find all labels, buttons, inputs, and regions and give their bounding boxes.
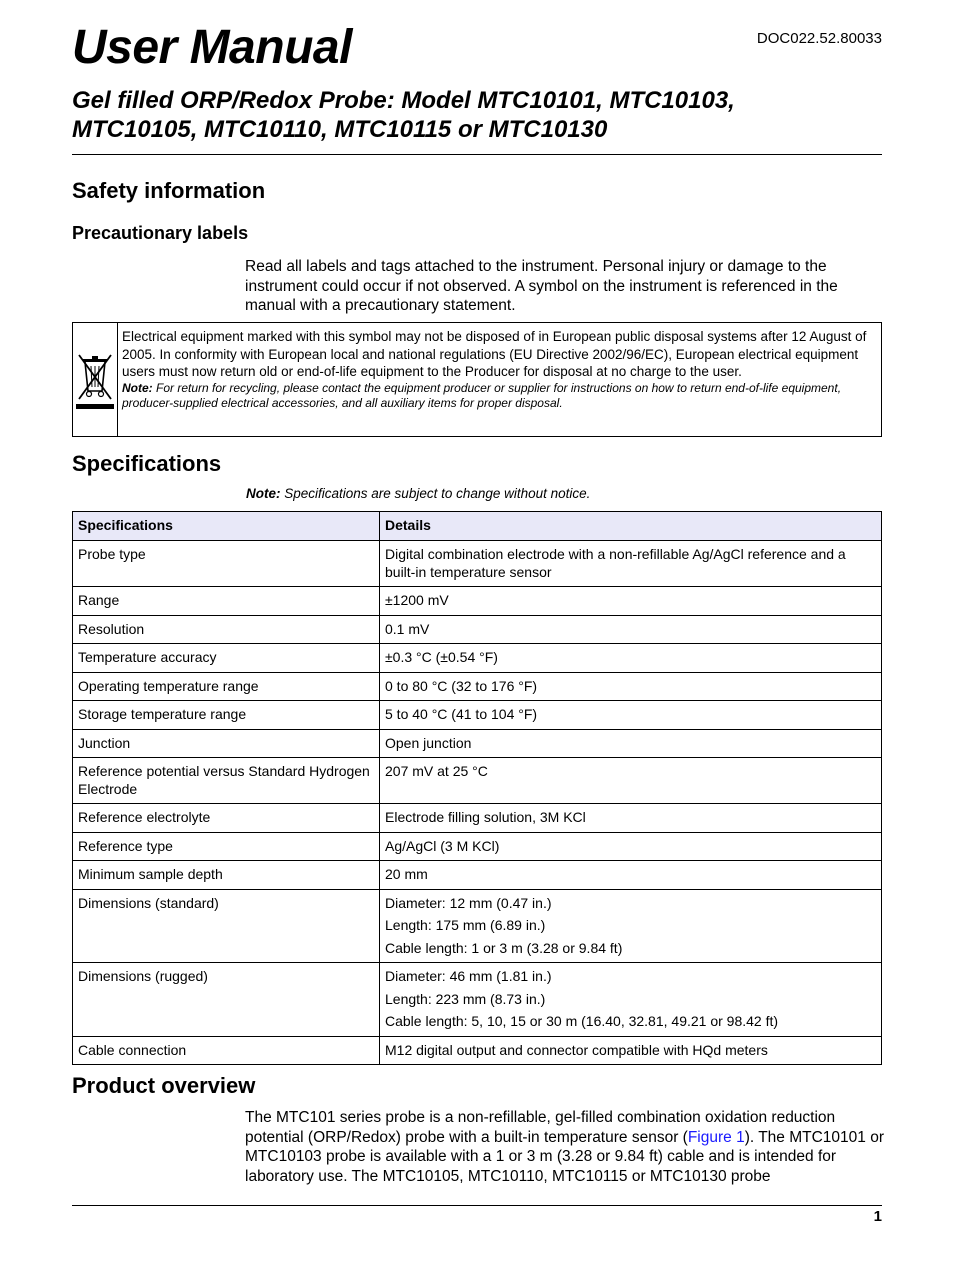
- weee-note-label: Note:: [122, 380, 153, 395]
- spec-detail-line: 5 to 40 °C (41 to 104 °F): [385, 706, 538, 722]
- table-row: [73, 587, 882, 616]
- table-header-row: [73, 512, 882, 541]
- product-overview-heading: Product overview: [72, 1073, 256, 1098]
- specifications-note-text: Specifications are subject to change without notice.: [280, 486, 591, 501]
- spec-name-cell: Reference electrolyte: [73, 804, 380, 833]
- weee-note: [122, 381, 875, 412]
- weee-statement: Electrical equipment marked with this symbol may not be disposed of in European public disposal systems after 12 August of 2005. In conformity with European local and national regulations (EU Directive 2002/96/EC), European electrical equipment users must now return old or end-of-life equipment to the Producer for disposal at no charge to the user.: [122, 329, 867, 379]
- product-overview-text: [245, 1108, 885, 1186]
- precautionary-text: Read all labels and tags attached to the instrument. Personal injury or damage to the instrument could occur if not observed. A symbol on the instrument is referenced in the manual with a precautionary statement.: [245, 258, 838, 314]
- spec-name-cell: Resolution: [73, 615, 380, 644]
- specifications-note-label: Note:: [246, 486, 281, 501]
- spec-name-cell: Temperature accuracy: [73, 644, 380, 673]
- spec-detail-line: M12 digital output and connector compatible with HQd meters: [385, 1041, 768, 1058]
- spec-detail-line: 0 to 80 °C (32 to 176 °F): [385, 677, 538, 694]
- column-header-specifications: Specifications: [73, 512, 380, 541]
- page-title: User Manual: [72, 21, 352, 74]
- weee-notice-box: [72, 322, 882, 437]
- figure-1-link[interactable]: Figure 1: [687, 1128, 745, 1146]
- spec-name-cell: Probe type: [73, 541, 380, 587]
- table-row: [73, 1036, 882, 1065]
- spec-name-cell: Range: [73, 587, 380, 616]
- spec-detail-line: Cable length: 5, 10, 15 or 30 m (16.40, 32.81, 49.21 or 98.42 ft): [385, 1013, 779, 1029]
- spec-details-cell: [380, 1036, 882, 1065]
- document-id: DOC022.52.80033: [756, 30, 882, 47]
- specifications-table-body: [73, 541, 882, 1065]
- spec-detail-line: Cable length: 1 or 3 m (3.28 or 9.84 ft): [385, 939, 623, 956]
- spec-details-cell: [380, 889, 882, 963]
- spec-details-cell: [380, 644, 882, 673]
- spec-detail-line: Electrode filling solution, 3M KCl: [385, 809, 586, 825]
- spec-details-cell: [380, 804, 882, 833]
- table-row: [73, 889, 882, 963]
- precautionary-heading: Precautionary labels: [72, 223, 249, 243]
- spec-detail-line: Diameter: 46 mm (1.81 in.): [385, 968, 552, 984]
- page-subtitle: [72, 86, 882, 144]
- spec-details-cell: [380, 701, 882, 730]
- spec-detail-line: Digital combination electrode with a non-refillable Ag/AgCl reference and a built-in temperature sensor: [385, 546, 846, 580]
- overview-text-start: The MTC101 series probe is a non-refillable, gel-filled combination oxidation reduction potential (ORP/Redox) probe with a built-in temperature sensor (: [245, 1109, 836, 1146]
- spec-name-cell: Dimensions (standard): [73, 889, 380, 963]
- table-row: [73, 644, 882, 673]
- table-row: [73, 541, 882, 587]
- specifications-table: [72, 511, 882, 1065]
- spec-details-cell: [380, 758, 882, 804]
- spec-details-cell: [380, 615, 882, 644]
- column-header-details: Details: [380, 512, 882, 541]
- safety-heading: Safety information: [72, 178, 266, 203]
- subtitle-line-2: MTC10105, MTC10110, MTC10115 or MTC10130: [72, 116, 608, 143]
- table-row: [73, 804, 882, 833]
- crossed-bin-icon: [73, 349, 117, 411]
- spec-details-cell: [380, 729, 882, 758]
- specifications-heading: Specifications: [72, 451, 222, 476]
- spec-details-cell: [380, 672, 882, 701]
- spec-details-cell: [380, 861, 882, 890]
- spec-details-cell: [380, 832, 882, 861]
- spec-detail-line: ±0.3 °C (±0.54 °F): [385, 649, 498, 665]
- table-row: [73, 672, 882, 701]
- table-row: [73, 963, 882, 1037]
- header-divider: [72, 154, 882, 155]
- spec-detail-line: Length: 175 mm (6.89 in.): [385, 917, 546, 933]
- table-row: [73, 701, 882, 730]
- spec-details-cell: [380, 963, 882, 1037]
- page-number: 1: [873, 1208, 882, 1225]
- table-row: [73, 832, 882, 861]
- table-row: [73, 729, 882, 758]
- spec-detail-line: 0.1 mV: [385, 620, 430, 637]
- spec-name-cell: Junction: [73, 729, 380, 758]
- table-row: [73, 861, 882, 890]
- spec-name-cell: Reference type: [73, 832, 380, 861]
- table-row: [73, 615, 882, 644]
- table-row: [73, 758, 882, 804]
- spec-name-cell: Operating temperature range: [73, 672, 380, 701]
- weee-note-text: For return for recycling, please contact the equipment producer or supplier for instructions on how to return end-of-life equipment, producer-supplied electrical accessories, and all auxiliary items for proper disposal.: [122, 380, 842, 410]
- spec-name-cell: Dimensions (rugged): [73, 963, 380, 1037]
- spec-detail-line: 20 mm: [385, 866, 428, 882]
- spec-details-cell: [380, 587, 882, 616]
- weee-text-cell: [118, 323, 881, 436]
- spec-name-cell: Storage temperature range: [73, 701, 380, 730]
- subtitle-line-1: Gel filled ORP/Redox Probe: Model MTC10101, MTC10103,: [72, 87, 735, 114]
- spec-detail-line: ±1200 mV: [385, 592, 449, 608]
- overview-text-end: ). The MTC10101 or MTC10103 probe is available with a 1 or 3 m (3.28 or 9.84 ft) cable and is intended for laboratory use. The MTC10105, MTC10110, MTC10115 or MTC10130 probe: [245, 1128, 884, 1185]
- spec-name-cell: Reference potential versus Standard Hydrogen Electrode: [73, 758, 380, 804]
- spec-detail-line: 207 mV at 25 °C: [385, 763, 488, 779]
- specifications-note: [246, 486, 590, 501]
- spec-detail-line: Ag/AgCl (3 M KCl): [385, 837, 500, 854]
- spec-name-cell: Cable connection: [73, 1036, 380, 1065]
- spec-detail-line: Diameter: 12 mm (0.47 in.): [385, 894, 552, 911]
- footer-divider: [72, 1205, 882, 1206]
- spec-detail-line: Length: 223 mm (8.73 in.): [385, 990, 546, 1007]
- spec-details-cell: [380, 541, 882, 587]
- weee-symbol-cell: [73, 323, 118, 436]
- spec-detail-line: Open junction: [385, 734, 472, 751]
- spec-name-cell: Minimum sample depth: [73, 861, 380, 890]
